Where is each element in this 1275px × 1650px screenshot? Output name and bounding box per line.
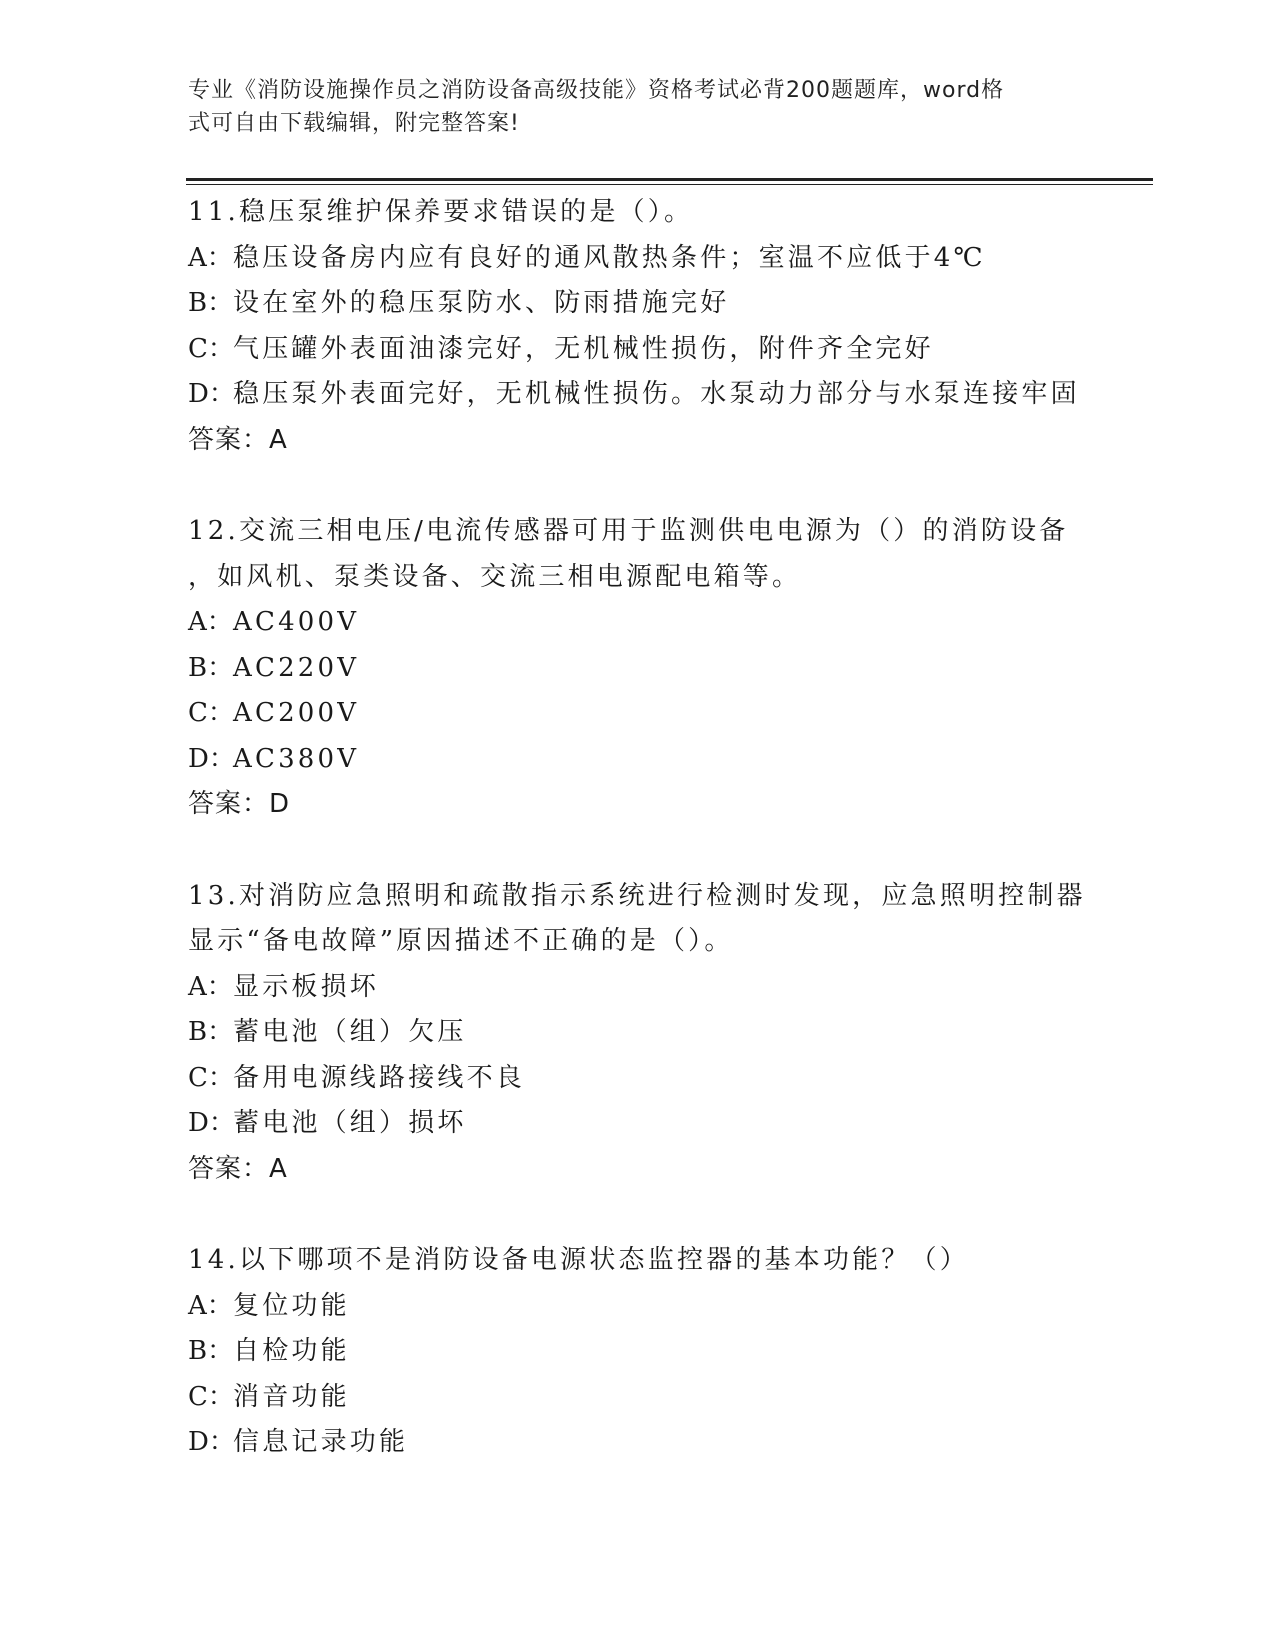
answer-option <box>188 1056 1088 1102</box>
option-text: AC200V <box>233 698 360 728</box>
option-label: D： <box>188 379 235 409</box>
option-label: C： <box>188 698 234 728</box>
question-stem <box>188 190 1088 236</box>
answer-key: 答案：D <box>188 789 291 819</box>
option-label: A： <box>188 1290 233 1321</box>
option-text: AC220V <box>233 652 360 683</box>
option-text: 自检功能 <box>233 1336 350 1366</box>
option-text: 设在室外的稳压泵防水、防雨措施完好 <box>233 288 730 318</box>
option-label: A： <box>188 242 233 273</box>
option-text: 气压罐外表面油漆完好，无机械性损伤，附件齐全完好 <box>233 333 934 364</box>
option-label: C： <box>188 1381 234 1412</box>
answer-option <box>188 737 1088 783</box>
header-line-1: 专业《消防设施操作员之消防设备高级技能》资格考试必背200题题库，word格 <box>188 78 1005 103</box>
option-text: 显示板损坏 <box>233 971 380 1002</box>
question-block <box>188 190 1088 463</box>
answer-option <box>188 600 1088 646</box>
option-text: 蓄电池（组）损坏 <box>233 1108 467 1138</box>
answer-option <box>188 1284 1088 1330</box>
answer-option <box>188 1375 1088 1421</box>
question-stem-line: 14.以下哪项不是消防设备电源状态监控器的基本功能？（） <box>188 1245 969 1275</box>
question-stem-line: 11.稳压泵维护保养要求错误的是（）。 <box>188 197 694 227</box>
answer-key: 答案：A <box>188 1153 288 1184</box>
answer-option <box>188 691 1088 737</box>
option-text: 备用电源线路接线不良 <box>233 1062 526 1093</box>
option-text: 复位功能 <box>233 1290 350 1321</box>
option-label: D： <box>188 743 235 774</box>
option-text: 蓄电池（组）欠压 <box>233 1017 467 1047</box>
answer-key: 答案：A <box>188 424 288 455</box>
option-text: 稳压泵外表面完好，无机械性损伤。水泵动力部分与水泵连接牢固 <box>233 379 1080 409</box>
answer-option <box>188 236 1088 282</box>
question-stem <box>188 509 1088 600</box>
option-label: B： <box>188 288 234 318</box>
question-stem-line: 12.交流三相电压/电流传感器可用于监测供电电源为（）的消防设备 <box>188 516 1069 546</box>
question-stem-line: 显示“备电故障”原因描述不正确的是（）。 <box>188 926 734 956</box>
answer-option <box>188 1420 1088 1466</box>
answer-option <box>188 372 1088 418</box>
option-label: B： <box>188 1017 234 1047</box>
option-text: 消音功能 <box>233 1381 350 1412</box>
question-stem-line: ，如风机、泵类设备、交流三相电源配电箱等。 <box>188 561 802 592</box>
question-stem-line: 13.对消防应急照明和疏散指示系统进行检测时发现，应急照明控制器 <box>188 880 1086 911</box>
answer-option <box>188 1010 1088 1056</box>
option-label: A： <box>188 971 233 1002</box>
answer-option <box>188 327 1088 373</box>
header-rule-thick <box>186 178 1153 181</box>
option-label: A： <box>188 607 233 637</box>
question-list <box>188 190 1088 1512</box>
option-text: AC380V <box>233 743 360 774</box>
option-label: B： <box>188 652 234 683</box>
option-text: 信息记录功能 <box>233 1427 409 1457</box>
option-label: C： <box>188 333 234 364</box>
option-label: C： <box>188 1062 234 1093</box>
answer-option <box>188 646 1088 692</box>
question-block <box>188 509 1088 828</box>
answer-option <box>188 1329 1088 1375</box>
question-stem <box>188 874 1088 965</box>
option-text: AC400V <box>233 607 360 637</box>
header-rule-thin <box>186 184 1153 185</box>
option-label: D： <box>188 1108 235 1138</box>
question-block <box>188 1238 1088 1466</box>
question-stem <box>188 1238 1088 1284</box>
option-text: 稳压设备房内应有良好的通风散热条件；室温不应低于4℃ <box>233 242 986 273</box>
answer-option <box>188 1101 1088 1147</box>
answer-option <box>188 281 1088 327</box>
option-label: B： <box>188 1336 234 1366</box>
answer-option <box>188 965 1088 1011</box>
document-header <box>188 74 1068 140</box>
option-label: D： <box>188 1427 235 1457</box>
header-line-2: 式可自由下载编辑，附完整答案! <box>188 111 520 136</box>
question-block <box>188 874 1088 1193</box>
